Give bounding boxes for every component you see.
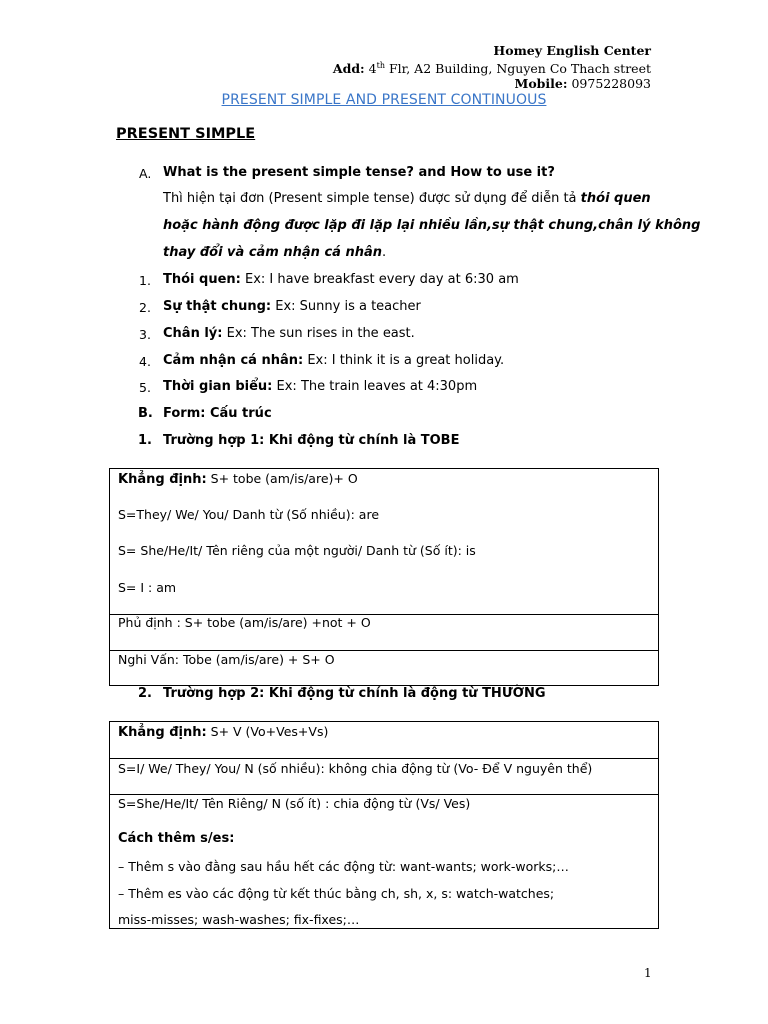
case-1-number: 1. bbox=[138, 433, 152, 448]
address-label: Add: bbox=[332, 61, 365, 77]
document-title: PRESENT SIMPLE AND PRESENT CONTINUOUS bbox=[221, 92, 547, 108]
use-4-label: Cảm nhận cá nhân: bbox=[163, 353, 304, 368]
use-3-label: Chân lý: bbox=[163, 326, 223, 341]
use-1-number: 1. bbox=[139, 273, 151, 288]
verb-rule-1: – Thêm s vào đằng sau hầu hết các động từ: want-wants; work-works;… bbox=[118, 859, 569, 874]
desc-line-1 bbox=[163, 191, 651, 206]
desc-line-1-bold: thói quen bbox=[580, 191, 651, 206]
center-address bbox=[333, 58, 651, 76]
use-5-label: Thời gian biểu: bbox=[163, 379, 273, 394]
use-5-number: 5. bbox=[139, 380, 151, 395]
tobe-affirm bbox=[118, 471, 358, 487]
address-floor: 4 bbox=[368, 61, 377, 77]
use-item-2 bbox=[163, 299, 421, 314]
tobe-plural: S=They/ We/ You/ Danh từ (Số nhiều): are bbox=[118, 507, 380, 522]
desc-line-3-end: . bbox=[382, 245, 387, 260]
tobe-table bbox=[109, 468, 659, 686]
center-mobile bbox=[333, 76, 651, 91]
case-2-number: 2. bbox=[138, 686, 152, 701]
center-header bbox=[333, 43, 651, 91]
desc-line-3-bold: thay đổi và cảm nhận cá nhân bbox=[163, 245, 382, 260]
use-2-label: Sự thật chung: bbox=[163, 299, 272, 314]
use-item-5 bbox=[163, 379, 477, 394]
use-item-3 bbox=[163, 326, 415, 341]
tobe-affirm-label: Khẳng định: bbox=[118, 472, 207, 487]
tobe-question: Nghi Vấn: Tobe (am/is/are) + S+ O bbox=[118, 652, 335, 667]
mobile-value: 0975228093 bbox=[571, 76, 651, 92]
desc-line-1-plain: Thì hiện tại đơn (Present simple tense) được sử dụng để diễn tả bbox=[163, 191, 581, 206]
use-item-4 bbox=[163, 353, 504, 368]
verb-table bbox=[109, 721, 659, 929]
tobe-singular: S= She/He/It/ Tên riêng của một người/ Danh từ (Số ít): is bbox=[118, 543, 476, 558]
desc-line-3 bbox=[163, 245, 386, 260]
use-2-text: Ex: Sunny is a teacher bbox=[271, 299, 421, 314]
section-title: PRESENT SIMPLE bbox=[116, 126, 256, 142]
tobe-divider-2 bbox=[110, 650, 658, 651]
tobe-negative: Phủ định : S+ tobe (am/is/are) +not + O bbox=[118, 615, 371, 630]
verb-divider-1 bbox=[110, 758, 658, 759]
verb-divider-2 bbox=[110, 794, 658, 795]
mobile-label: Mobile: bbox=[514, 76, 568, 92]
desc-line-2: hoặc hành động được lặp đi lặp lại nhiều lần,sự thật chung,chân lý không bbox=[163, 218, 701, 233]
use-3-number: 3. bbox=[139, 327, 151, 342]
part-b-marker: B. bbox=[138, 406, 153, 421]
use-1-label: Thói quen: bbox=[163, 272, 241, 287]
verb-rule-2: – Thêm es vào các động từ kết thúc bằng ch, sh, x, s: watch-watches; bbox=[118, 886, 555, 901]
use-4-text: Ex: I think it is a great holiday. bbox=[303, 353, 505, 368]
verb-how-title-text: Cách thêm s/es: bbox=[118, 831, 235, 846]
verb-affirm bbox=[118, 724, 328, 740]
use-item-1 bbox=[163, 272, 519, 287]
use-2-number: 2. bbox=[139, 300, 151, 315]
address-rest: Flr, A2 Building, Nguyen Co Thach street bbox=[384, 61, 651, 77]
part-a-question: What is the present simple tense? and How to use it? bbox=[163, 165, 555, 180]
case-1-label: Trường hợp 1: Khi động từ chính là TOBE bbox=[163, 433, 460, 448]
part-b-label: Form: Cấu trúc bbox=[163, 406, 272, 421]
address-sup: th bbox=[376, 61, 385, 70]
use-4-number: 4. bbox=[139, 354, 151, 369]
page-number: 1 bbox=[644, 966, 652, 980]
verb-affirm-formula: S+ V (Vo+Ves+Vs) bbox=[206, 724, 329, 739]
verb-rule-2-cont: miss-misses; wash-washes; fix-fixes;… bbox=[118, 912, 360, 927]
center-name: Homey English Center bbox=[493, 43, 651, 58]
case-2-label: Trường hợp 2: Khi động từ chính là động từ THƯỜNG bbox=[163, 686, 546, 701]
verb-singular: S=She/He/It/ Tên Riêng/ N (số ít) : chia động từ (Vs/ Ves) bbox=[118, 796, 471, 811]
verb-affirm-label: Khẳng định: bbox=[118, 725, 207, 740]
verb-how-title bbox=[118, 830, 234, 846]
use-5-text: Ex: The train leaves at 4:30pm bbox=[272, 379, 478, 394]
use-3-text: Ex: The sun rises in the east. bbox=[222, 326, 415, 341]
use-1-text: Ex: I have breakfast every day at 6:30 am bbox=[240, 272, 519, 287]
tobe-affirm-formula: S+ tobe (am/is/are)+ O bbox=[206, 471, 358, 486]
verb-plural: S=I/ We/ They/ You/ N (số nhiều): không chia động từ (Vo- Để V nguyên thể) bbox=[118, 761, 593, 776]
tobe-i: S= I : am bbox=[118, 580, 177, 595]
part-a-marker: A. bbox=[139, 166, 152, 181]
